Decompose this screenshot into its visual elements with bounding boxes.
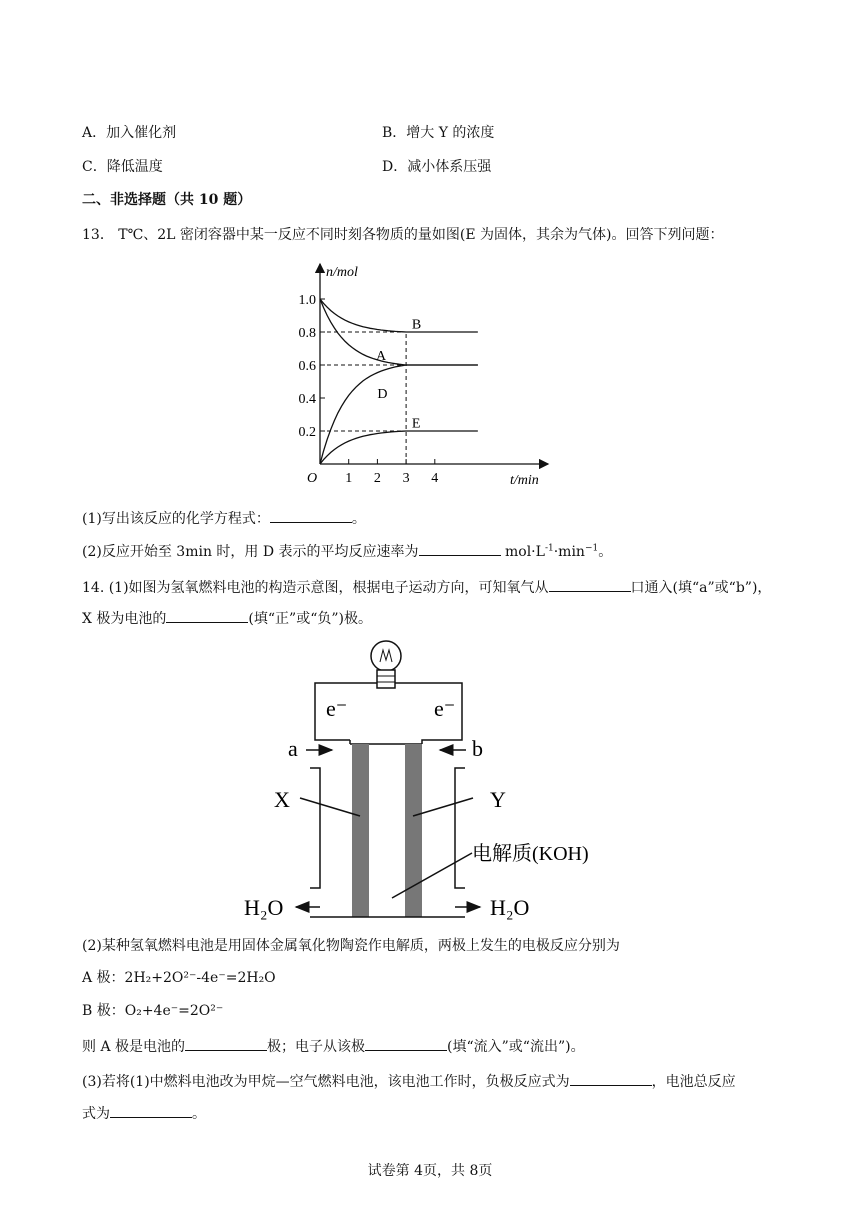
series-label-B: B [411,317,422,333]
answer-blank[interactable] [365,1036,447,1051]
x-tick-label: 1 [345,471,353,486]
q14-part1-hint2: (填“正”或“负”)极。 [248,611,372,627]
q14-part1-text2: X 极为电池的 [82,611,167,627]
y-tick-label: 1.0 [298,293,316,308]
electron-label-left: e⁻ [326,696,348,721]
y-tick-label: 0.8 [298,326,316,341]
unit-sup-1: -1 [544,543,554,554]
option-c: C．降低温度 [82,159,163,175]
electrode-y-label: Y [490,787,506,812]
series-line-E [320,431,478,464]
q14-part3-end: 。 [192,1106,206,1122]
q14-part1-line2 [82,608,372,629]
y-axis-label: n/mol [326,265,358,280]
series-line-B [320,299,478,332]
q14-part2-q-text2: 极；电子从该极 [267,1039,366,1055]
q13-part2 [82,541,612,562]
x-tick-label: 4 [431,471,439,486]
bracket-left [310,768,320,888]
q14-part2-question [82,1036,585,1057]
answer-blank[interactable] [166,608,248,623]
option-d: D．减小体系压强 [382,159,492,175]
amount-time-chart [290,258,560,493]
y-tick-label: 0.2 [298,425,316,440]
q13-part2-text: (2)反应开始至 3min 时，用 D 表示的平均反应速率为 [82,544,419,560]
electrode-x [352,744,369,917]
answer-blank[interactable] [110,1103,192,1118]
equation-b: B 极：O₂+4e⁻=2O²⁻ [82,1003,224,1019]
x-tick-label: 3 [402,471,410,486]
electrolyte-label: 电解质(KOH) [472,843,589,865]
inlet-b-label: b [472,736,483,761]
q14-part1-text: 14. (1)如图为氢氧燃料电池的构造示意图，根据电子运动方向，可知氧气从 [82,580,549,596]
series-label-A: A [375,349,387,365]
electrode-y [405,744,422,917]
y-tick-label: 0.4 [298,392,316,407]
q14-part1-line1 [82,577,771,598]
electrode-x-label: X [274,787,290,812]
q14-part3-text3: 式为 [82,1106,110,1122]
light-bulb-icon [371,641,401,688]
series-line-D [320,365,478,464]
q14-part3-line2 [82,1103,206,1124]
unit-sup-2: −1 [584,543,599,554]
q14-part2-q-hint: (填“流入”或“流出”)。 [447,1039,585,1055]
answer-blank[interactable] [185,1036,267,1051]
q14-part2-q-text: 则 A 极是电池的 [82,1039,186,1055]
q13-part2-end: 。 [598,544,613,560]
option-b: B．增大 Y 的浓度 [382,125,495,141]
q14-part3-line1 [82,1071,736,1092]
answer-blank[interactable] [270,508,352,523]
bracket-right [455,768,465,888]
answer-blank[interactable] [549,577,631,592]
water-out-left-label: H₂O [244,895,284,920]
series-label-D: D [377,387,388,402]
page-footer: 试卷第 4页，共 8页 [367,1163,493,1179]
q13-part1-text: (1)写出该反应的化学方程式： [82,511,270,527]
x-tick-label: O [306,471,318,486]
q14-part3-text2: ，电池总反应 [651,1074,736,1090]
x-tick-label: 2 [373,471,381,486]
q13-part1 [82,508,366,529]
equation-a: A 极：2H₂+2O²⁻-4e⁻=2H₂O [82,970,276,986]
answer-blank[interactable] [419,541,501,556]
fuel-cell-diagram [240,636,620,926]
series-label-E: E [411,416,421,432]
unit-min: ·min [553,544,585,560]
q14-part2-text: (2)某种氢氧燃料电池是用固体金属氧化物陶瓷作电解质，两极上发生的电极反应分别为 [82,938,620,954]
electron-label-right: e⁻ [434,696,456,721]
inlet-a-label: a [288,736,298,761]
y-tick-label: 0.6 [298,359,316,374]
q13-stem: 13． T℃、2L 密闭容器中某一反应不同时刻各物质的量如图(E 为固体，其余为气体)。回答下列问题： [82,227,724,243]
x-axis-label: t/min [510,473,539,488]
water-out-right-label: H₂O [490,895,530,920]
answer-blank[interactable] [570,1071,652,1086]
unit-mol-l: mol·L [505,544,545,560]
q13-part1-end: 。 [351,511,366,527]
section-heading: 二、非选择题（共 10 题） [82,192,252,208]
q14-part1-hint: 口通入(填“a”或“b”)， [630,580,772,596]
q14-part3-text: (3)若将(1)中燃料电池改为甲烷—空气燃料电池，该电池工作时，负极反应式为 [82,1074,570,1090]
option-a: A．加入催化剂 [82,125,177,141]
